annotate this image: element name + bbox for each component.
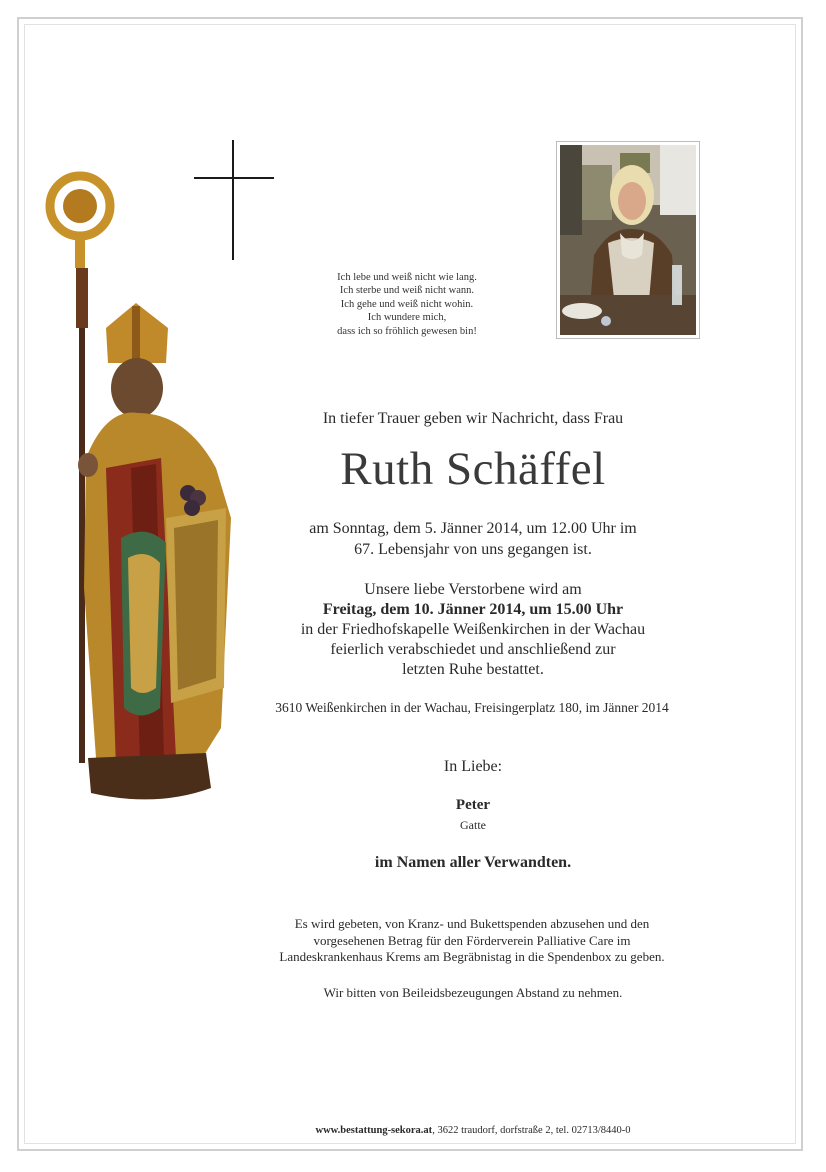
announcement-intro: In tiefer Trauer geben wir Nachricht, dass Frau: [322, 410, 624, 427]
poem-line: Ich lebe und weiß nicht wie lang.: [337, 272, 477, 283]
funeral-details: [240, 580, 706, 680]
funeral-date: Freitag, dem 10. Jänner 2014, um 15.00 Uhr: [322, 601, 624, 618]
funeral-line: feierlich verabschiedet und anschließend zur: [330, 641, 616, 658]
family-line: im Namen aller Verwandten.: [374, 854, 572, 871]
poem-line: Ich gehe und weiß nicht wohin.: [340, 298, 474, 310]
footer-website: www.bestattung-sekora.at: [315, 1125, 433, 1136]
passing-details: [240, 518, 706, 560]
request-line: Landeskrankenhaus Krems am Begräbnistag in die Spendenbox zu geben.: [279, 949, 665, 965]
poem-line: Ich sterbe und weiß nicht wann.: [339, 285, 475, 297]
in-love-label: In Liebe:: [443, 758, 503, 775]
poem-line: Ich wundere mich,: [367, 312, 447, 324]
deceased-name: Ruth Schäffel: [340, 443, 606, 495]
footer-details: , 3622 traudorf, dorfstraße 2, tel. 02713/8440-0: [432, 1125, 631, 1136]
funeral-line: letzten Ruhe bestattet.: [402, 661, 544, 678]
signer-role: Gatte: [460, 818, 486, 832]
condolence-note: Wir bitten von Beileidsbezeugungen Abstand zu nehmen.: [323, 985, 623, 1000]
signer-name: Peter: [455, 797, 491, 813]
address-line: 3610 Weißenkirchen in der Wachau, Freisingerplatz 180, im Jänner 2014: [275, 700, 669, 715]
poem: [282, 271, 532, 338]
footer: [240, 1125, 706, 1136]
poem-line: dass ich so fröhlich gewesen bin!: [337, 325, 477, 337]
saint-statue-image: [36, 168, 241, 813]
passing-line: am Sonntag, dem 5. Jänner 2014, um 12.00 Uhr im: [309, 520, 637, 537]
request-line: Es wird gebeten, von Kranz- und Bukettspenden abzusehen und den: [294, 916, 650, 931]
funeral-line: in der Friedhofskapelle Weißenkirchen in der Wachau: [300, 621, 646, 638]
portrait-photo: [556, 141, 700, 339]
funeral-line: Unsere liebe Verstorbene wird am: [364, 581, 582, 598]
donation-request: [222, 916, 722, 966]
request-line: vorgesehenen Betrag für den Förderverein Palliative Care im: [313, 932, 631, 948]
passing-line: 67. Lebensjahr von uns gegangen ist.: [354, 541, 592, 558]
